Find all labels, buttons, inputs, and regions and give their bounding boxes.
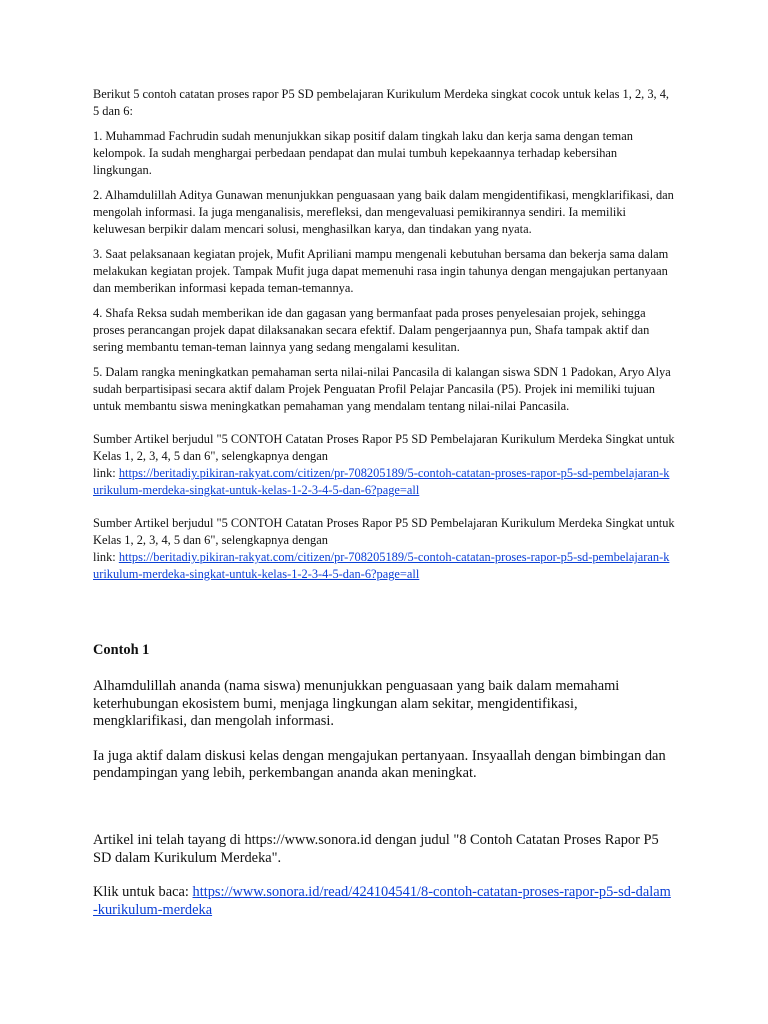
intro-text: Berikut 5 contoh catatan proses rapor P5 SD pembelajaran Kurikulum Merdeka singkat cocok untuk kelas 1, 2, 3, 4, 5 dan 6: <box>93 87 670 118</box>
read-link[interactable]: https://www.sonora.id/read/424104541/8-contoh-catatan-proses-rapor-p5-sd-dalam-kurikulum-merdeka <box>93 884 671 918</box>
list-item: 5. Dalam rangka meningkatkan pemahaman serta nilai-nilai Pancasila di kalangan siswa SDN 1 Padokan, Aryo Alya sudah berpartisipasi secara aktif dalam Projek Penguatan Profil Pelajar Pancasila (P5). Projek ini memiliki tujuan untuk membantu siswa meningkatkan pemahaman yang mendalam tentang nilai-nilai Pancasila. <box>93 365 671 413</box>
section-heading: Contoh 1 <box>93 642 150 658</box>
source-citation <box>93 431 675 499</box>
source-citation <box>93 515 675 583</box>
link-prefix: link: <box>93 550 119 564</box>
list-item: 3. Saat pelaksanaan kegiatan projek, Mufit Apriliani mampu mengenali kebutuhan bersama dan bekerja sama dalam melakukan kegiatan projek. Tampak Mufit juga dapat memenuhi rasa ingin tahunya dengan mengajukan pertanyaan dan memberikan informasi kepada teman-temannya. <box>93 247 669 295</box>
source-link[interactable]: https://beritadiy.pikiran-rakyat.com/citizen/pr-708205189/5-contoh-catatan-proses-rapor-p5-sd-pembelajaran-kurikulum-merdeka-singkat-untuk-kelas-1-2-3-4-5-dan-6?page=all <box>93 550 670 581</box>
link-prefix: link: <box>93 466 119 480</box>
article-credit: Artikel ini telah tayang di https://www.sonora.id dengan judul "8 Contoh Catatan Proses Rapor P5 SD dalam Kurikulum Merdeka". <box>93 831 659 866</box>
example-paragraph: Ia juga aktif dalam diskusi kelas dengan mengajukan pertanyaan. Insyaallah dengan bimbingan dan pendampingan yang lebih, perkembangan ananda akan meningkat. <box>93 747 666 782</box>
list-item: 4. Shafa Reksa sudah memberikan ide dan gagasan yang bermanfaat pada proses penyelesaian projek, sehingga proses perancangan projek dapat dilaksanakan secara efektif. Dalam pengerjaannya pun, Shafa tampak aktif dan sering membantu teman-teman lainnya yang sedang mengalami kesulitan. <box>93 306 650 354</box>
document-body <box>93 86 675 599</box>
read-prefix: Klik untuk baca: <box>93 884 193 901</box>
example-section <box>93 640 675 936</box>
source-text: Sumber Artikel berjudul "5 CONTOH Catatan Proses Rapor P5 SD Pembelajaran Kurikulum Merdeka Singkat untuk Kelas 1, 2, 3, 4, 5 dan 6", selengkapnya dengan <box>93 432 675 463</box>
source-link[interactable]: https://beritadiy.pikiran-rakyat.com/citizen/pr-708205189/5-contoh-catatan-proses-rapor-p5-sd-pembelajaran-kurikulum-merdeka-singkat-untuk-kelas-1-2-3-4-5-dan-6?page=all <box>93 466 670 497</box>
list-item: 1. Muhammad Fachrudin sudah menunjukkan sikap positif dalam tingkah laku dan kerja sama dengan teman kelompok. Ia sudah menghargai perbedaan pendapat dan mulai tumbuh kepekaannya terhadap kebersihan lingkungan. <box>93 129 633 177</box>
read-more <box>93 884 675 919</box>
list-item: 2. Alhamdulillah Aditya Gunawan menunjukkan penguasaan yang baik dalam mengidentifikasi, mengklarifikasi, dan mengolah informasi. Ia juga menganalisis, merefleksi, dan mengevaluasi pemikirannya sendiri. Ia memiliki keluwesan berpikir dalam mencari solusi, menghasilkan karya, dan tindakan yang nyata. <box>93 188 674 236</box>
source-text: Sumber Artikel berjudul "5 CONTOH Catatan Proses Rapor P5 SD Pembelajaran Kurikulum Merdeka Singkat untuk Kelas 1, 2, 3, 4, 5 dan 6", selengkapnya dengan <box>93 516 675 547</box>
example-paragraph: Alhamdulillah ananda (nama siswa) menunjukkan penguasaan yang baik dalam memahami keterhubungan ekosistem bumi, menjaga lingkungan alam sekitar, mengidentifikasi, mengklarifikasi, dan mengolah informasi. <box>93 678 620 730</box>
